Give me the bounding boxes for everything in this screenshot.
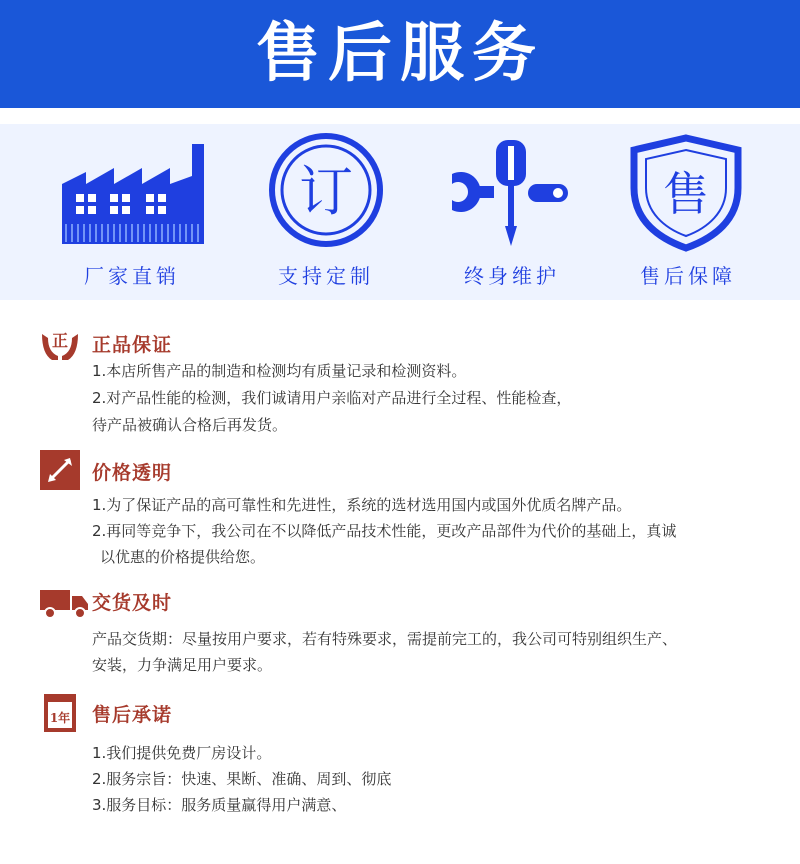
section-title-delivery: 交货及时 — [92, 592, 173, 614]
section-line: 待产品被确认合格后再发货。 — [92, 416, 288, 434]
one-year-calendar-icon — [38, 690, 82, 734]
feature-direct-sale — [42, 132, 222, 292]
section-title-genuine: 正品保证 — [92, 334, 173, 356]
circle-glyph: 订 — [299, 160, 353, 223]
section-line: 2.对产品性能的检测，我们诚请用户亲临对产品进行全过程、性能检查， — [92, 389, 572, 407]
feature-label: 售后保障 — [640, 264, 736, 288]
section-line: 产品交货期：尽量按用户要求，若有特殊要求，需提前完工的，我公司可特别组织生产、 — [92, 630, 678, 648]
section-line: 2.再同等竞争下，我公司在不以降低产品技术性能，更改产品部件为代价的基础上，真诚 — [92, 522, 677, 540]
section-line: 1.本店所售产品的制造和检测均有质量记录和检测资料。 — [92, 362, 467, 380]
feature-custom — [236, 132, 416, 292]
calendar-glyph: 1年 — [49, 711, 71, 725]
section-line: 1.为了保证产品的高可靠性和先进性，系统的选材选用国内或国外优质名牌产品。 — [92, 496, 632, 514]
circle-ding-icon — [236, 132, 416, 252]
section-line: 3.服务目标：服务质量赢得用户满意、 — [92, 796, 347, 814]
wrench-screwdriver-icon — [422, 132, 602, 252]
feature-after-sale — [598, 132, 778, 292]
genuine-glyph: 正 — [51, 331, 69, 350]
delivery-truck-icon — [38, 578, 90, 622]
shield-sale-icon — [598, 132, 778, 252]
section-title-price: 价格透明 — [92, 462, 173, 484]
page-title: 售后服务 — [256, 17, 544, 91]
price-arrow-icon — [38, 448, 82, 492]
feature-label: 支持定制 — [278, 264, 374, 288]
section-line: 2.服务宗旨：快速、果断、准确、周到、彻底 — [92, 770, 392, 788]
shield-glyph: 售 — [663, 167, 709, 221]
factory-icon — [42, 132, 222, 252]
feature-label: 厂家直销 — [84, 264, 180, 288]
genuine-hands-icon — [38, 320, 82, 364]
feature-maintenance — [422, 132, 602, 292]
section-title-promise: 售后承诺 — [92, 704, 173, 726]
section-line: 以优惠的价格提供给您。 — [100, 548, 266, 566]
section-line: 1.我们提供免费厂房设计。 — [92, 744, 272, 762]
section-line: 安装，力争满足用户要求。 — [92, 656, 273, 674]
feature-label: 终身维护 — [464, 264, 560, 288]
